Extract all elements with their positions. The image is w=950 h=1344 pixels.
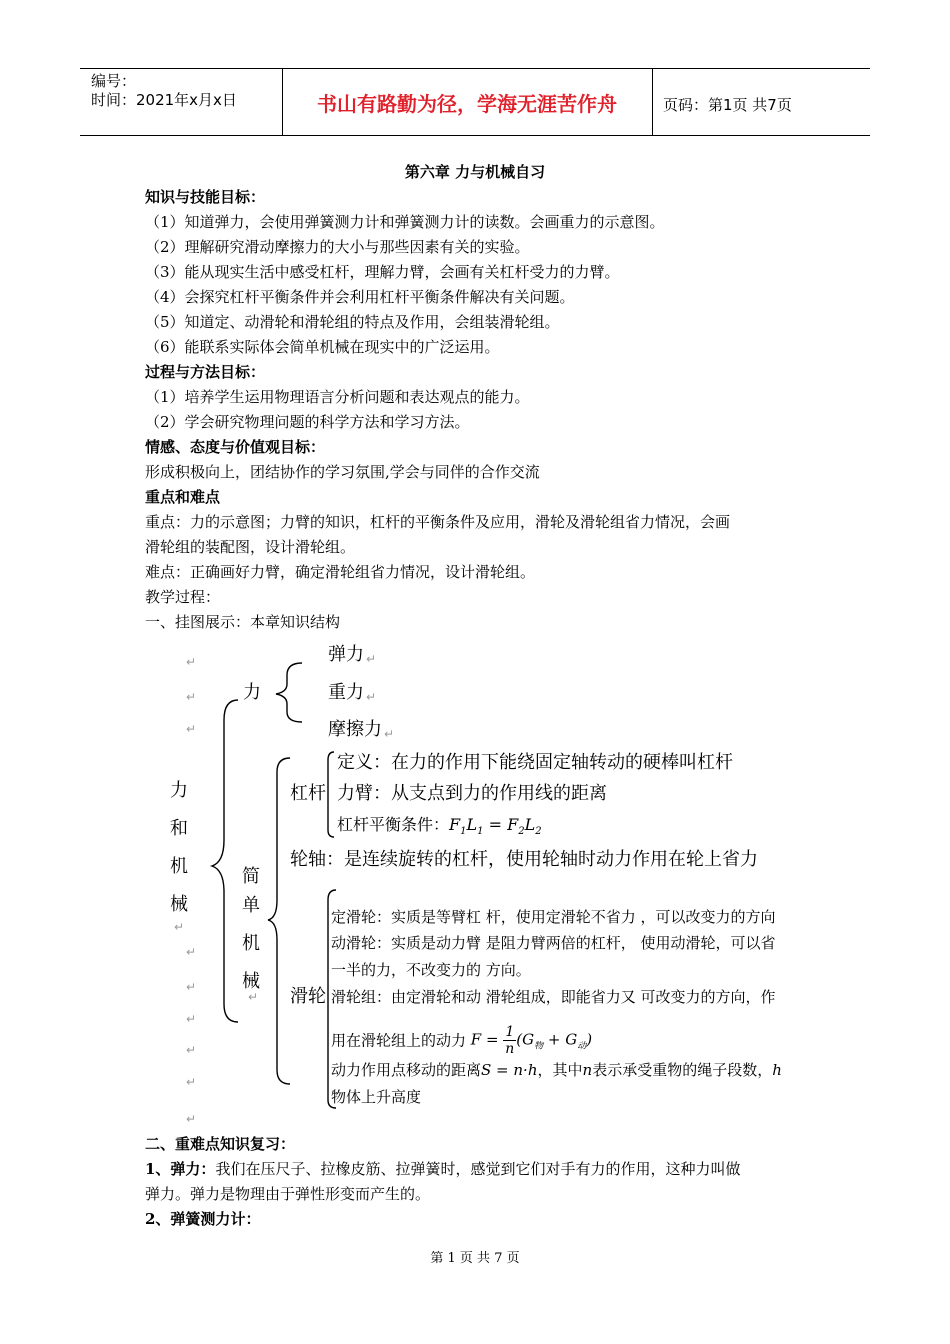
emotion-heading: 情感、态度与价值观目标： — [145, 438, 326, 456]
process-heading: 过程与方法目标： — [145, 363, 266, 381]
paragraph-mark: ↵ — [366, 652, 377, 666]
review-item-1-cont: 弹力。弹力是物理由于弹性形变而产生的。 — [145, 1185, 431, 1203]
lever-balance-formula: $F_1L_1 = F_2L_2$ — [449, 815, 542, 838]
pulley-distance-where: ，其中 — [537, 1061, 583, 1079]
pulley-distance-label: 动力作用点移动的距离 — [331, 1061, 482, 1079]
pulley-distance-formula: S = n·h — [481, 1061, 538, 1079]
review-item-1-label: 1、弹力： — [145, 1160, 216, 1178]
process-item: （1）培养学生运用物理语言分析问题和表达观点的能力。 — [145, 388, 530, 406]
machine-brace — [268, 758, 290, 1084]
lever-arm: 力臂：从支点到力的作用线的距离 — [337, 783, 607, 804]
machine-char: 机 — [242, 933, 260, 954]
wheel-axle: 轮轴：是连续旋转的杠杆，使用轮轴时动力作用在轮上省力 — [290, 849, 758, 870]
review-item-2: 2、弹簧测力计： — [145, 1210, 261, 1228]
lever-balance — [337, 814, 542, 843]
force-item: 重力 — [328, 682, 364, 703]
force-item: 摩擦力 — [328, 719, 382, 740]
knowledge-item: （3）能从现实生活中感受杠杆，理解力臂，会画有关杠杆受力的力臂。 — [145, 263, 620, 281]
fixed-pulley: 定滑轮：实质是等臂杠 杆，使用定滑轮不省力 ，可以改变力的方向 — [331, 908, 776, 926]
paragraph-mark: ↵ — [186, 980, 197, 994]
paragraph-mark: ↵ — [186, 1075, 197, 1089]
pulley-var-n: n — [582, 1061, 593, 1079]
root-char: 机 — [170, 856, 188, 877]
paragraph-mark: ↵ — [366, 690, 377, 704]
paragraph-mark: ↵ — [384, 727, 395, 741]
page-title: 第六章 力与机械自习 — [404, 163, 546, 181]
paragraph-mark: ↵ — [174, 920, 185, 934]
review-item-1-text: 我们在压尺子、拉橡皮筋、拉弹簧时，感觉到它们对手有力的作用，这种力叫做 — [215, 1160, 741, 1178]
movable-pulley-cont: 一半的力，不改变力的 方向。 — [331, 961, 531, 979]
difficulty-text: 难点：正确画好力臂，确定滑轮组省力情况，设计滑轮组。 — [145, 563, 536, 581]
knowledge-item: （6）能联系实际体会简单机械在现实中的广泛运用。 — [145, 338, 500, 356]
machine-char: 简 — [242, 866, 260, 887]
lever-balance-label: 杠杆平衡条件： — [337, 815, 450, 834]
movable-pulley: 动滑轮：实质是动力臂 是阻力臂两倍的杠杆， 使用动滑轮，可以省 — [331, 934, 776, 952]
lever-definition: 定义：在力的作用下能绕固定轴转动的硬棒叫杠杆 — [337, 752, 733, 773]
lever-brace — [328, 752, 334, 837]
root-char: 力 — [170, 780, 188, 801]
knowledge-item: （1）知道弹力，会使用弹簧测力计和弹簧测力计的读数。会画重力的示意图。 — [145, 213, 665, 231]
knowledge-item: （2）理解研究滑动摩擦力的大小与那些因素有关的实验。 — [145, 238, 530, 256]
pulley-var-h: h — [772, 1061, 782, 1079]
machine-char: 械 — [242, 971, 260, 992]
pulley-force-formula: F = $\frac{1}{n}$ $(G_物 + G_动)$ — [470, 1024, 593, 1057]
header-page-info: 页码：第1页 共7页 — [663, 96, 792, 114]
key-text: 滑轮组的装配图，设计滑轮组。 — [145, 538, 356, 556]
paragraph-mark: ↵ — [186, 1012, 197, 1026]
knowledge-heading: 知识与技能目标： — [145, 188, 266, 206]
lever-label: 杠杆 — [290, 783, 326, 804]
knowledge-item: （5）知道定、动滑轮和滑轮组的特点及作用，会组装滑轮组。 — [145, 313, 560, 331]
pulley-block: 滑轮组：由定滑轮和动 滑轮组成，即能省力又 可改变力的方向，作 — [331, 988, 776, 1006]
pulley-label: 滑轮 — [290, 986, 326, 1007]
paragraph-mark: ↵ — [186, 690, 197, 704]
root-char: 和 — [170, 818, 188, 839]
knowledge-item: （4）会探究杠杆平衡条件并会利用杠杆平衡条件解决有关问题。 — [145, 288, 575, 306]
pulley-distance-desc: 表示承受重物的绳子段数， — [592, 1061, 773, 1079]
paragraph-mark: ↵ — [186, 945, 197, 959]
paragraph-mark: ↵ — [248, 990, 259, 1004]
paragraph-mark: ↵ — [186, 1112, 197, 1126]
header-motto: 书山有路勤为径，学海无涯苦作舟 — [317, 92, 617, 116]
machine-char: 单 — [242, 895, 260, 916]
key-text: 重点：力的示意图；力臂的知识，杠杆的平衡条件及应用，滑轮及滑轮组省力情况，会画 — [145, 513, 731, 531]
paragraph-mark: ↵ — [186, 722, 197, 736]
serial-label: 编号： — [91, 72, 137, 90]
force-item: 弹力 — [328, 644, 364, 665]
force-label: 力 — [243, 682, 261, 703]
teaching-process: 教学过程： — [145, 588, 221, 606]
date-line: 时间：2021年x月x日 — [91, 91, 237, 109]
paragraph-mark: ↵ — [186, 1043, 197, 1057]
key-heading: 重点和难点 — [145, 488, 221, 506]
page-footer: 第 1 页 共 7 页 — [430, 1251, 520, 1266]
emotion-text: 形成积极向上，团结协作的学习氛围,学会与同伴的合作交流 — [145, 463, 540, 481]
paragraph-mark: ↵ — [186, 655, 197, 669]
root-brace — [212, 700, 238, 1022]
pulley-force-label: 用在滑轮组上的动力 — [331, 1031, 467, 1050]
pulley-distance — [331, 1059, 782, 1081]
force-brace — [276, 663, 302, 722]
pulley-height: 物体上升高度 — [331, 1088, 422, 1106]
step-one: 一、挂图展示：本章知识结构 — [145, 613, 341, 631]
review-heading: 二、重难点知识复习： — [145, 1135, 296, 1153]
root-char: 械 — [170, 894, 188, 915]
pulley-force — [331, 1024, 592, 1058]
review-item-1 — [145, 1159, 740, 1179]
process-item: （2）学会研究物理问题的科学方法和学习方法。 — [145, 413, 470, 431]
